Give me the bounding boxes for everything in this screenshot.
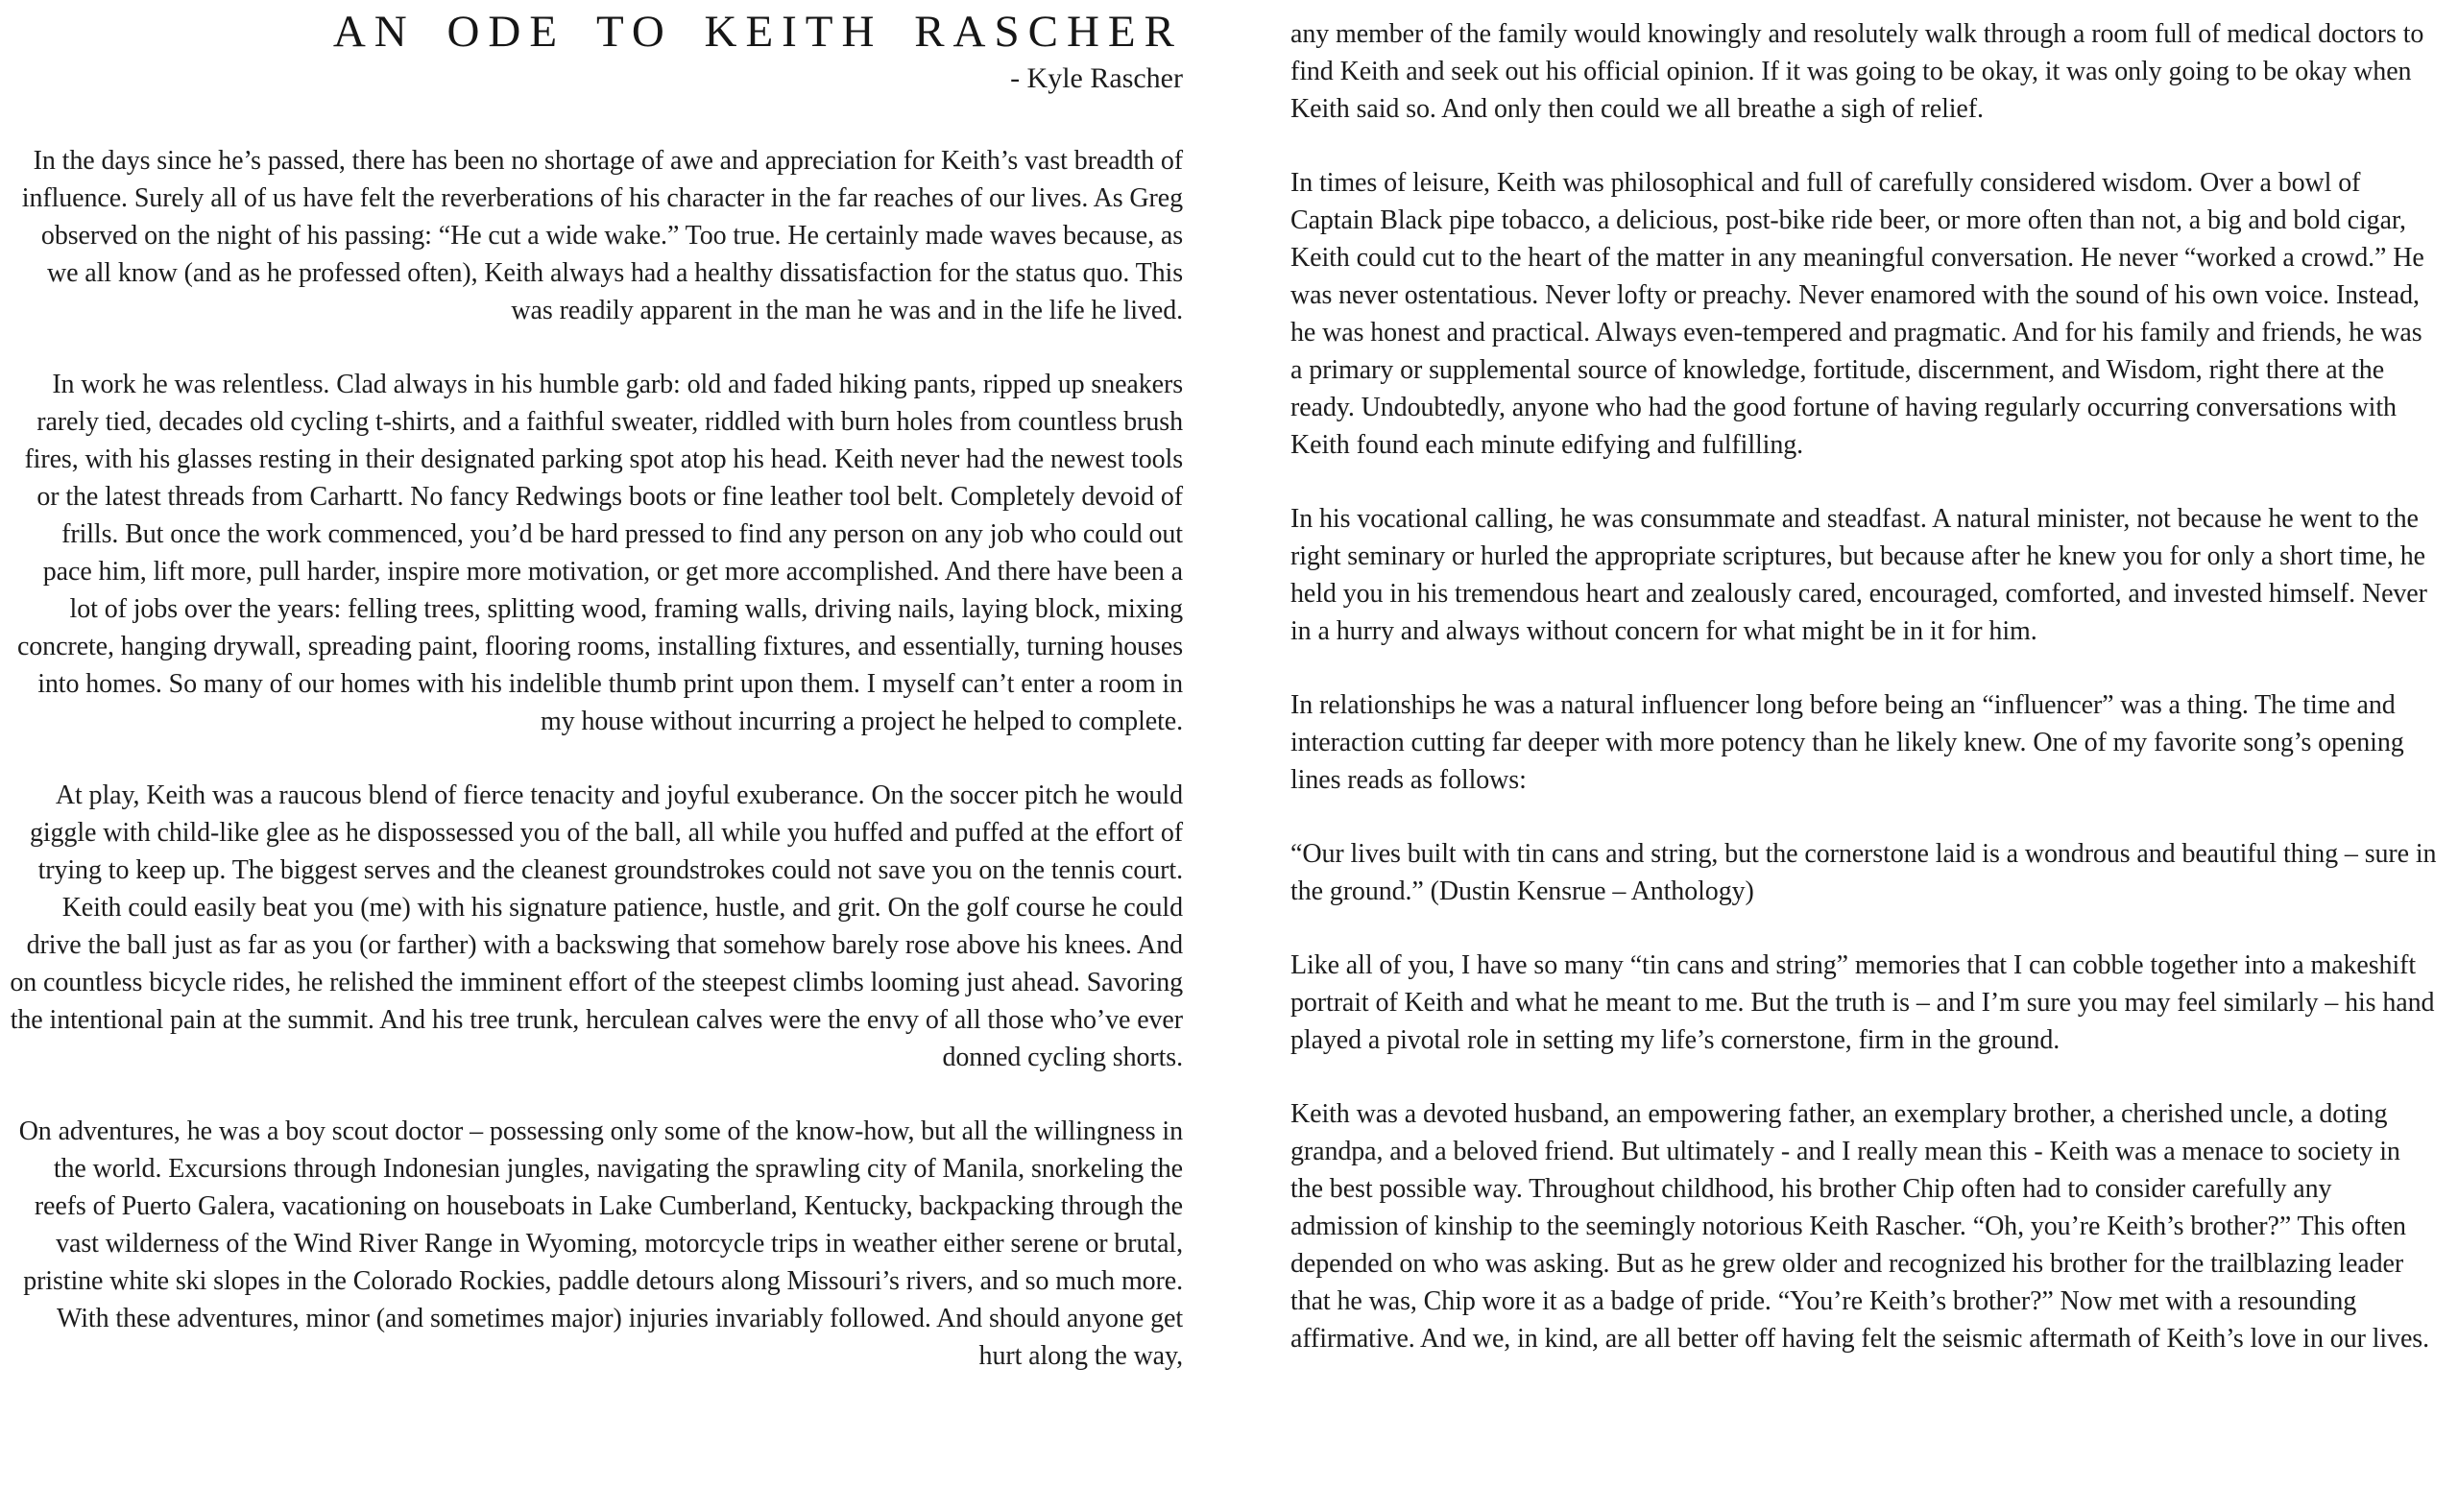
left-column (10, 8, 1183, 1512)
paragraph-leisure: In times of leisure, Keith was philosophical and full of carefully considered wisdom. Over a bowl of Captain Black pipe tobacco, a delicious, post-bike ride beer, or more often than not, a big and bold cigar, Keith could cut to the heart of the matter in any meaningful conversation. He never “worked a crowd.” He was never ostentatious. Never lofty or preachy. Never enamored with the sound of his own voice. Instead, he was honest and practical. Always even-tempered and pragmatic. And for his family and friends, he was a primary or supplemental source of knowledge, fortitude, discernment, and Wisdom, right there at the ready. Undoubtedly, anyone who had the good fortune of having regularly occurring conversations with Keith found each minute edifying and fulfilling. (1290, 168, 2424, 460)
paragraph-vocation: In his vocational calling, he was consummate and steadfast. A natural minister, not because he went to the right seminary or hurled the appropriate scriptures, but because after he knew you for only a short time, he held you in his tremendous heart and zealously cared, encouraged, comforted, and invested himself. Never in a hurry and always without concern for what might be in it for him. (1290, 504, 2427, 646)
paragraph-play: At play, Keith was a raucous blend of fierce tenacity and joyful exuberance. On the soccer pitch he would giggle with child-like glee as he dispossessed you of the ball, all while you huffed and puffed at the effort of trying to keep up. The biggest serves and the cleanest groundstrokes could not save you on the tennis court. Keith could easily beat you (me) with his signature patience, hustle, and grit. On the golf course he could drive the ball just as far as you (or farther) with a backswing that somehow barely rose above his knees. And on countless bicycle rides, he relished the imminent effort of the steepest climbs looming just ahead. Savoring the intentional pain at the summit. And his tree trunk, herculean calves were the envy of all those who’ve ever donned cycling shorts. (10, 780, 1183, 1072)
document-title: AN ODE TO KEITH RASCHER (332, 7, 1183, 57)
paragraph-work: In work he was relentless. Clad always in his humble garb: old and faded hiking pants, ripped up sneakers rarely tied, decades old cycling t-shirts, and a faithful sweater, riddled with burn holes from countless brush fires, with his glasses resting in their designated parking spot atop his head. Keith never had the newest tools or the latest threads from Carhartt. No fancy Redwings boots or fine leather tool belt. Completely devoid of frills. But once the work commenced, you’d be hard pressed to find any person on any job who could out pace him, lift more, pull harder, inspire more motivation, or get more accomplished. And there have been a lot of jobs over the years: felling trees, splitting wood, framing walls, driving nails, laying block, mixing concrete, hanging drywall, spreading paint, flooring rooms, installing fixtures, and essentially, turning houses into homes. So many of our homes with his indelible thumb print upon them. I myself can’t enter a room in my house without incurring a project he helped to complete. (16, 369, 1183, 736)
byline: - Kyle Rascher (1010, 61, 1183, 94)
paragraph-relationships: In relationships he was a natural influencer long before being an “influencer” was a thing. The time and interaction cutting far deeper with more potency than he likely knew. One of my favorite song’s opening lines reads as follows: (1290, 690, 2404, 795)
song-quote: “Our lives built with tin cans and string, but the cornerstone laid is a wondrous and beautiful thing – sure in the ground.” (Dustin Kensrue – Anthology) (1290, 839, 2437, 906)
paragraph-adventures: On adventures, he was a boy scout doctor – possessing only some of the know-how, but all the willingness in the world. Excursions through Indonesian jungles, navigating the sprawling city of Manila, snorkeling the reefs of Puerto Galera, vacationing on houseboats in Lake Cumberland, Kentucky, backpacking through the vast wilderness of the Wind River Range in Wyoming, motorcycle trips in weather either serene or brutal, pristine white ski slopes in the Colorado Rockies, paddle detours along Missouri’s rivers, and so much more. With these adventures, minor (and sometimes major) injuries invariably followed. And should anyone get hurt along the way, (18, 1116, 1183, 1371)
right-column (1290, 8, 2439, 1512)
paragraph-family: Keith was a devoted husband, an empowering father, an exemplary brother, a cherished uncle, a doting grandpa, and a beloved friend. But ultimately - and I really mean this - Keith was a menace to society in the best possible way. Throughout childhood, his brother Chip often had to consider carefully any admission of kinship to the seemingly notorious Keith Rascher. “Oh, you’re Keith’s brother?” This often depended on who was asking. But as he grew older and recognized his brother for the trailblazing leader that he was, Chip wore it as a badge of pride. “You’re Keith’s brother?” Now met with a resounding affirmative. And we, in kind, are all better off having felt the seismic aftermath of Keith’s love in our lives. (1290, 1099, 2429, 1354)
paragraph-adventures-continued: any member of the family would knowingly and resolutely walk through a room full of medical doctors to find Keith and seek out his official opinion. If it was going to be okay, it was only going to be okay when Keith said so. And only then could we all breathe a sigh of relief. (1290, 19, 2424, 124)
paragraph-memories: Like all of you, I have so many “tin cans and string” memories that I can cobble together into a makeshift portrait of Keith and what he meant to me. But the truth is – and I’m sure you may feel similarly – his hand played a pivotal role in setting my life’s cornerstone, firm in the ground. (1290, 950, 2435, 1055)
paragraph-intro: In the days since he’s passed, there has been no shortage of awe and appreciation for Keith’s vast breadth of influence. Surely all of us have felt the reverberations of his character in the far reaches of our lives. As Greg observed on the night of his passing: “He cut a wide wake.” Too true. He certainly made waves because, as we all know (and as he professed often), Keith always had a healthy dissatisfaction for the status quo. This was readily apparent in the man he was and in the life he lived. (21, 145, 1183, 325)
